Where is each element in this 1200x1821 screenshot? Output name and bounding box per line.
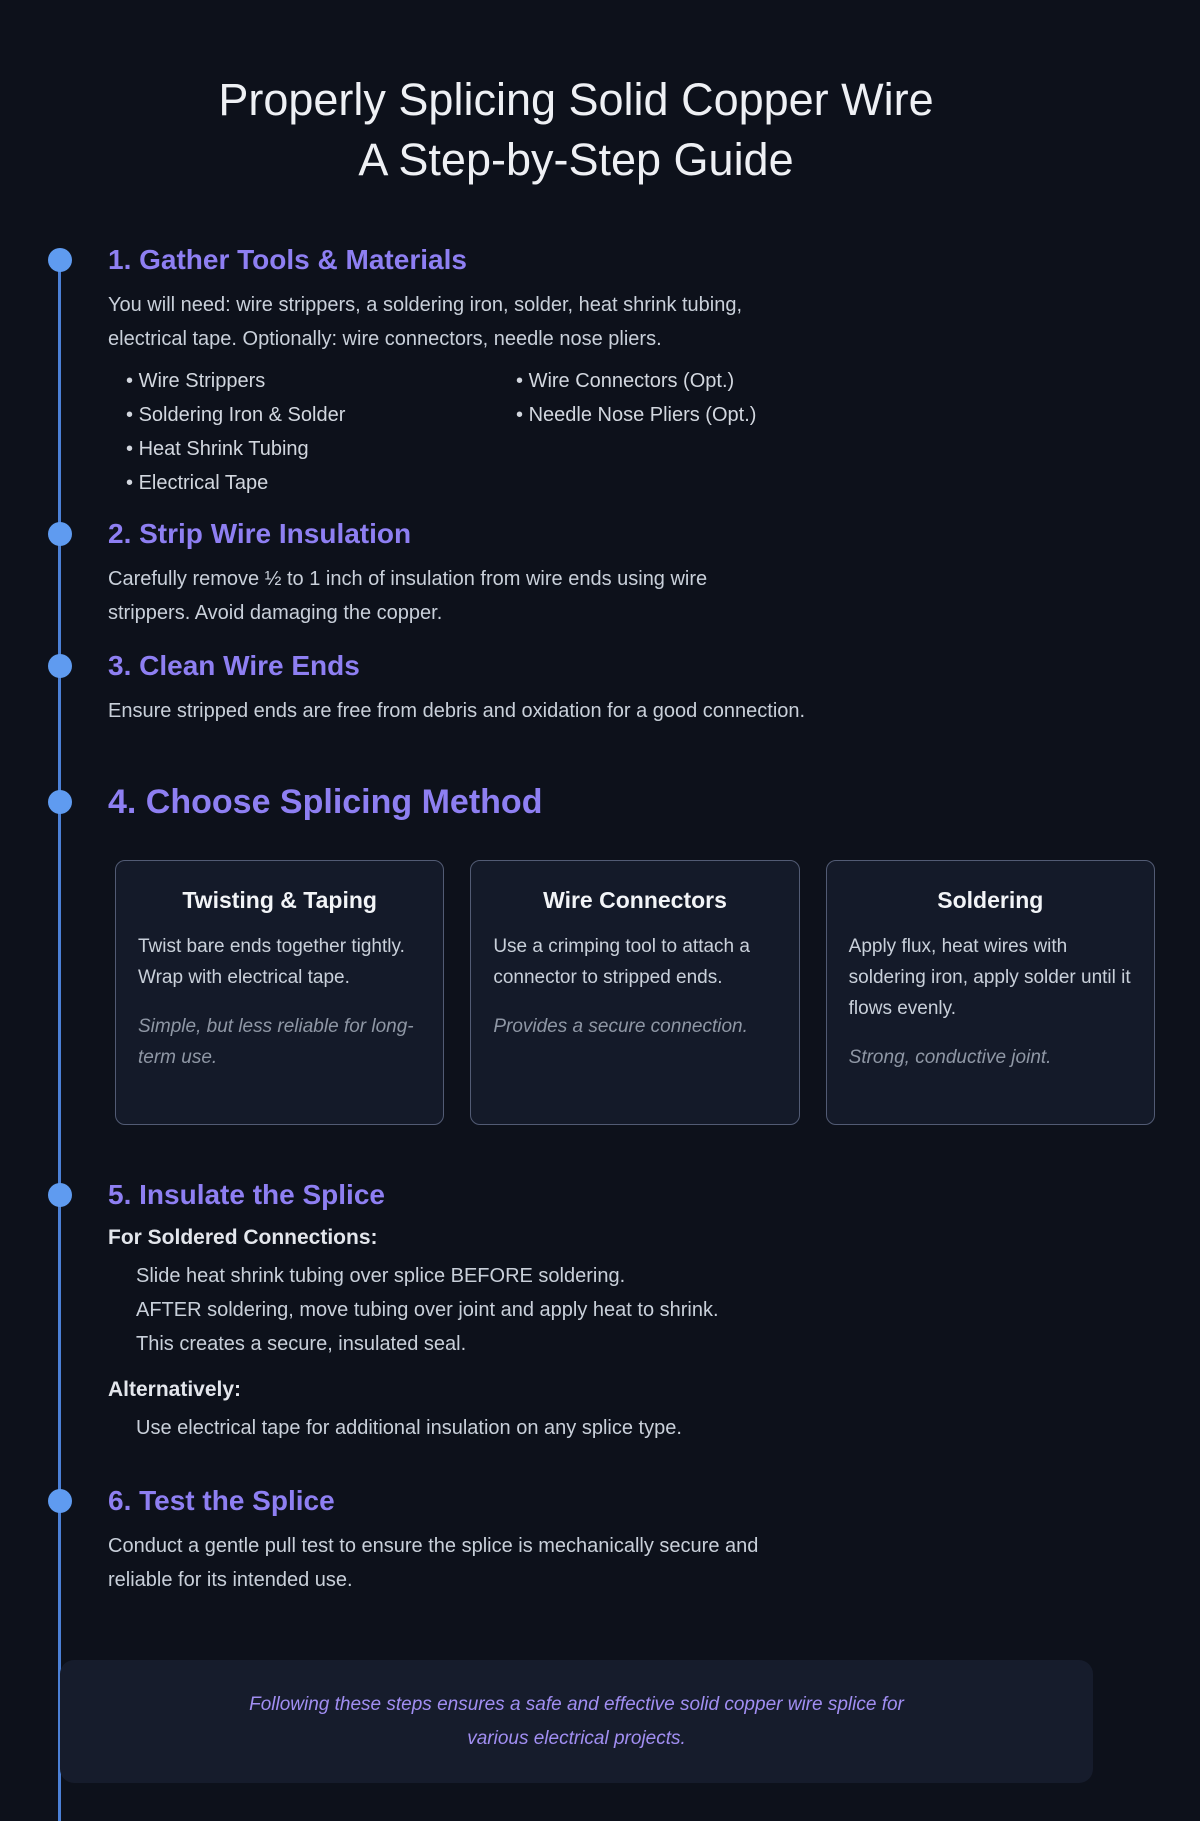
timeline-dot-icon <box>48 790 72 814</box>
step-heading: 2. Strip Wire Insulation <box>108 518 412 549</box>
instruction-line: AFTER soldering, move tubing over joint and apply heat to shrink. <box>136 1299 719 1321</box>
method-card-twisting <box>115 860 444 1125</box>
step-insulate-splice <box>108 1177 1092 1445</box>
alternative-instructions <box>108 1411 1092 1445</box>
timeline-dot-icon <box>48 1183 72 1207</box>
soldered-instructions <box>108 1259 1092 1361</box>
timeline-dot-icon <box>48 654 72 678</box>
instruction-line: Slide heat shrink tubing over splice BEFORE soldering. <box>136 1265 626 1287</box>
step-choose-method <box>108 780 1131 1125</box>
card-title: Twisting & Taping <box>182 887 377 913</box>
list-item: • Soldering Iron & Solder <box>126 398 498 432</box>
list-item: • Needle Nose Pliers (Opt.) <box>516 398 756 432</box>
step-heading: 5. Insulate the Splice <box>108 1179 385 1210</box>
step-heading: 6. Test the Splice <box>108 1485 335 1516</box>
method-card-soldering <box>826 860 1155 1125</box>
step-clean-ends <box>108 648 1092 728</box>
card-body: Twist bare ends together tightly. Wrap with electrical tape. <box>138 936 405 988</box>
instruction-line: Use electrical tape for additional insulation on any splice type. <box>136 1417 682 1439</box>
list-item: • Heat Shrink Tubing <box>126 432 498 466</box>
timeline-dot-icon <box>48 1489 72 1513</box>
page-title-line1: Properly Splicing Solid Copper Wire <box>218 74 934 125</box>
page-title-line2: A Step-by-Step Guide <box>358 134 794 185</box>
step-test-splice <box>108 1483 1092 1597</box>
instruction-line: This creates a secure, insulated seal. <box>136 1333 467 1355</box>
card-title: Wire Connectors <box>543 887 727 913</box>
card-body: Use a crimping tool to attach a connector to stripped ends. <box>493 936 750 988</box>
sub-heading-soldered: For Soldered Connections: <box>108 1226 378 1249</box>
step-body: Conduct a gentle pull test to ensure the splice is mechanically secure and reliable for its intended use. <box>108 1535 759 1591</box>
tools-list-left <box>108 364 498 500</box>
sub-heading-alternatively: Alternatively: <box>108 1378 242 1401</box>
step-body: Ensure stripped ends are free from debris and oxidation for a good connection. <box>108 700 806 722</box>
timeline-dot-icon <box>48 248 72 272</box>
card-note: Strong, conductive joint. <box>848 1047 1052 1068</box>
list-item: • Wire Strippers <box>126 364 498 398</box>
list-item: • Electrical Tape <box>126 466 498 500</box>
method-cards <box>115 860 1155 1125</box>
step-heading: 4. Choose Splicing Method <box>108 783 543 821</box>
step-body: You will need: wire strippers, a soldering iron, solder, heat shrink tubing, electrical tape. Optionally: wire connectors, needle nose pliers. <box>108 294 743 350</box>
step-body: Carefully remove ½ to 1 inch of insulation from wire ends using wire strippers. Avoid damaging the copper. <box>108 568 708 624</box>
tools-list-right <box>498 364 756 500</box>
list-item: • Wire Connectors (Opt.) <box>516 364 756 398</box>
step-gather-tools <box>108 242 1092 500</box>
steps-timeline <box>60 242 1131 1783</box>
timeline-dot-icon <box>48 522 72 546</box>
card-body: Apply flux, heat wires with soldering iron, apply solder until it flows evenly. <box>848 936 1131 1019</box>
step-heading: 3. Clean Wire Ends <box>108 650 360 681</box>
method-card-connectors <box>470 860 799 1125</box>
card-title: Soldering <box>937 887 1044 913</box>
step-heading: 1. Gather Tools & Materials <box>108 244 467 275</box>
summary-text: Following these steps ensures a safe and effective solid copper wire splice for various electrical projects. <box>249 1693 904 1749</box>
tools-list <box>108 364 1092 500</box>
card-note: Simple, but less reliable for long-term use. <box>138 1016 414 1068</box>
card-note: Provides a secure connection. <box>493 1016 748 1037</box>
step-strip-insulation <box>108 516 1092 630</box>
page-title <box>60 0 1092 190</box>
summary-banner <box>60 1660 1093 1783</box>
